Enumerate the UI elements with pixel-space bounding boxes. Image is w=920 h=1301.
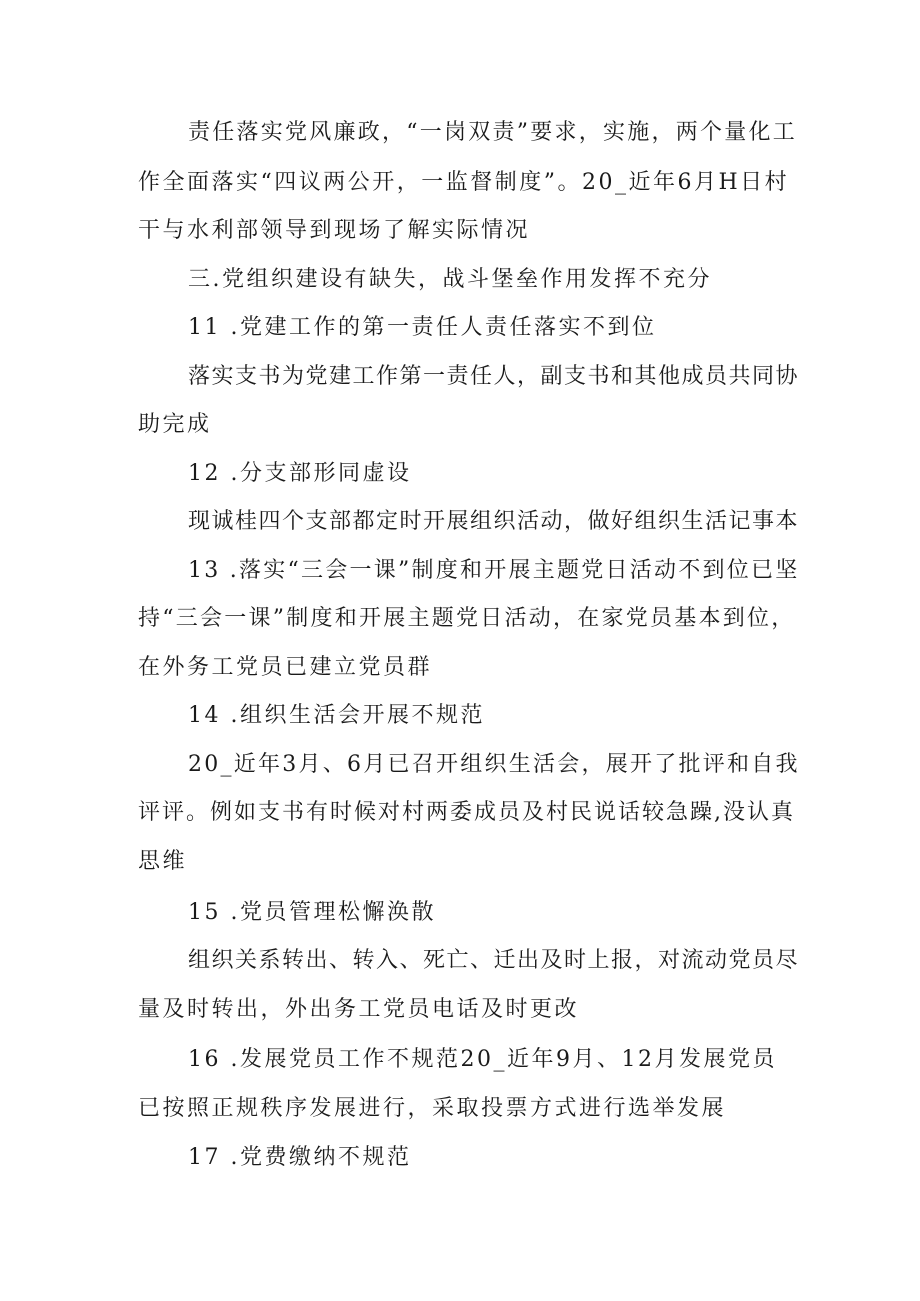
item-heading: 11 .党建工作的第一责任人责任落实不到位 <box>188 315 657 340</box>
paragraph-line: 现诚桂四个支部都定时开展组织活动，做好组织生活记事本 <box>188 509 800 534</box>
paragraph-line: 持“三会一课”制度和开展主题党日活动，在家党员基本到位， <box>138 606 796 631</box>
item-heading: 15 .党员管理松懈涣散 <box>188 900 436 925</box>
paragraph-line: 干与水利部领导到现场了解实际情况 <box>138 218 531 243</box>
paragraph-line: 在外务工党员已建立党员群 <box>138 655 433 680</box>
item-heading: 13 .落实“三会一课”制度和开展主题党日活动不到位已坚 <box>188 558 800 583</box>
paragraph-line: 作全面落实“四议两公开，一监督制度”。20_近年6月H日村 <box>138 170 790 195</box>
item-heading: 14 .组织生活会开展不规范 <box>188 703 485 728</box>
item-heading: 17 .党费缴纳不规范 <box>188 1145 412 1170</box>
paragraph-line: 落实支书为党建工作第一责任人，副支书和其他成员共同协 <box>188 364 800 389</box>
paragraph-line: 思维 <box>138 849 188 874</box>
paragraph-line: 组织关系转出、转入、死亡、迁出及时上报，对流动党员尽 <box>188 948 800 973</box>
paragraph-line: 量及时转出，外出务工党员电话及时更改 <box>138 997 580 1022</box>
item-heading: 12 .分支部形同虚设 <box>188 461 412 486</box>
paragraph-line: 责任落实党风廉政，“一岗双责”要求，实施，两个量化工 <box>188 120 797 145</box>
section-heading: 三.党组织建设有缺失，战斗堡垒作用发挥不充分 <box>188 267 712 292</box>
paragraph-line: 助完成 <box>138 412 212 437</box>
paragraph-line: 已按照正规秩序发展进行，采取投票方式进行选举发展 <box>138 1096 727 1121</box>
paragraph-line: 评评。例如支书有时候对村两委成员及村民说话较急躁,没认真 <box>138 800 795 825</box>
item-heading: 16 .发展党员工作不规范20_近年9月、12月发展党员 <box>188 1047 777 1072</box>
paragraph-line: 20_近年3月、6月已召开组织生活会，展开了批评和自我 <box>188 752 800 777</box>
